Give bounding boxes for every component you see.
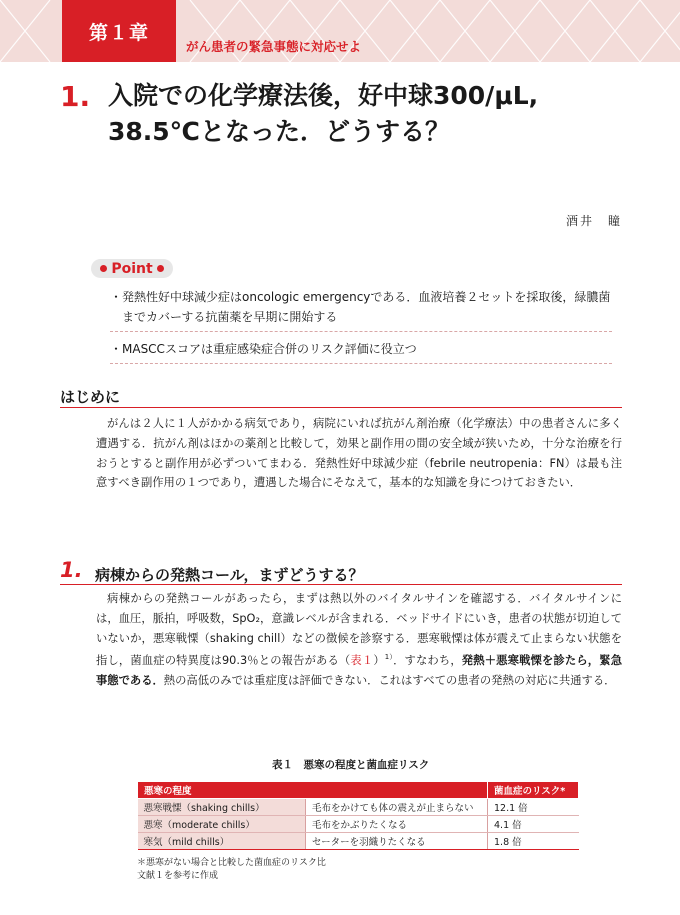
table-cell: 12.1 倍 [488, 799, 579, 816]
table-caption: 表１ 悪寒の程度と菌血症リスク [272, 759, 430, 771]
intro-paragraph: がんは２人に１人がかかる病気であり，病院にいれば抗がん剤治療（化学療法）中の患者さんに多く遭遇する．抗がん剤はほかの薬剤と比較して，効果と副作用の間の安全域が狭いため，十分な治療を行おうとすると副作用が必ずついてまわる．発熱性好中球減少症（febrile neutropenia：FN）は最も注意すべき副作用の１つであり，遭遇した場合にそなえて，基本的な知識を身につけておきたい． [96, 417, 622, 490]
section-1-text-b: ．すなわち， [393, 654, 462, 668]
point-item [110, 339, 612, 364]
table-cell: 毛布をかけても体の震えが止まらない [306, 799, 488, 816]
table-cell: 悪寒（moderate chills） [138, 816, 306, 833]
point-label: Point [111, 260, 153, 277]
table-cell: 悪寒戦慄（shaking chills） [138, 799, 306, 816]
table-cell: 4.1 倍 [488, 816, 579, 833]
section-1-heading-rule [60, 584, 622, 585]
point-list [110, 287, 612, 371]
section-1-text-a: 病棟からの発熱コールがあったら，まずは熱以外のバイタルサインを確認する．バイタルサインには，血圧，脈拍，呼吸数，SpO₂，意識レベルが含まれる．ベッドサイドにいき，患者の状態が切迫していないか，悪寒戦慄（shaking chill）などの徴候を診察する．悪寒戦慄は体が震えて止まらない状態を指し，菌血症の特異度は90.3％との報告がある（ [96, 592, 622, 668]
title-number: 1. [60, 80, 91, 113]
close-paren: ） [373, 654, 385, 668]
page-title [108, 78, 648, 150]
table-footnotes [137, 857, 326, 883]
table-cell: 1.8 倍 [488, 833, 579, 850]
table-header-chills: 悪寒の程度 [138, 782, 488, 799]
intro-heading-rule [60, 407, 622, 408]
point-item-text: 発熱性好中球減少症はoncologic emergencyである．血液培養２セットを採取後，緑膿菌までカバーする抗菌薬を早期に開始する [122, 290, 611, 324]
table-cell: セーターを羽織りたくなる [306, 833, 488, 850]
table-footnote: 文献１を参考に作成 [137, 871, 219, 881]
point-dot-right [157, 265, 164, 272]
table-row [138, 816, 579, 833]
chills-risk-table [137, 781, 579, 850]
title-line-2: 38.5℃となった．どうする？ [108, 117, 450, 146]
chapter-label: 第１章 [62, 0, 176, 62]
section-1-number: 1. [60, 558, 83, 582]
table-footnote: ＊悪寒がない場合と比較した菌血症のリスク比 [137, 858, 326, 868]
table-reference-link[interactable]: 表１ [350, 654, 374, 668]
table-header-row [138, 782, 579, 799]
section-1-text-c: 熱の高低のみでは重症度は評価できない．これはすべての患者の発熱の対応に共通する． [163, 673, 616, 687]
table-row [138, 799, 579, 816]
table-cell: 毛布をかぶりたくなる [306, 816, 488, 833]
point-dot-left [100, 265, 107, 272]
intro-heading: はじめに [60, 388, 121, 406]
table-row [138, 833, 579, 850]
point-badge [91, 259, 173, 278]
point-item [110, 287, 612, 332]
author-name: 酒井 瞳 [565, 214, 622, 228]
title-line-1: 入院での化学療法後，好中球300/μL, [108, 81, 539, 110]
point-item-text: MASCCスコアは重症感染症合併のリスク評価に役立つ [122, 342, 417, 356]
bullet-icon: ・ [110, 342, 123, 356]
section-1-paragraph [96, 589, 622, 691]
section-1-heading: 病棟からの発熱コール，まずどうする？ [95, 566, 364, 584]
section-1-bold-text: 発熱＋悪寒戦慄を診たら，緊急事態である． [96, 654, 622, 687]
table-cell: 寒気（mild chills） [138, 833, 306, 850]
bullet-icon: ・ [110, 290, 123, 304]
table-header-risk: 菌血症のリスク* [488, 782, 579, 799]
citation-superscript: 1） [384, 653, 394, 662]
chapter-subtitle: がん患者の緊急事態に対応せよ [186, 39, 362, 54]
